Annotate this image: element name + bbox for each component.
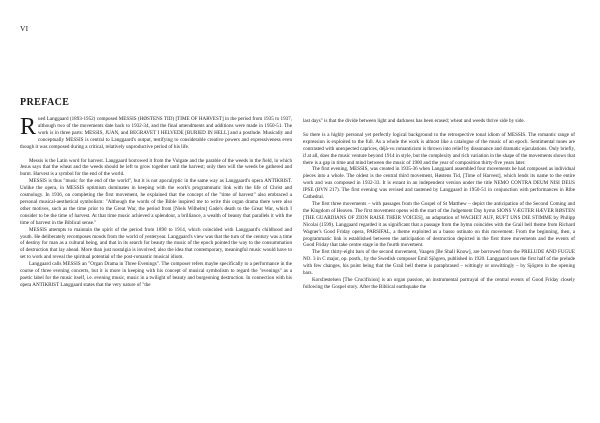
paragraph: So there is a highly personal yet perfectly logical background to the retrospective tonal idiom of MESSIS. The romantic range of expression is exploited to the full. As a whole the work is almost like a catalogue of the music of an epoch. Sentimental tunes are contrasted with unexpected caprices, déjà-vu romanticism is thrown into relief by dissonance and dramatic ejaculations. Only briefly, if at all, does the music venture beyond 1914 in style, but the complexity and rich variation in the shape of the movements shows that there is a gap in time and mind between the music of 1900 and the year of composition thirty-five years later. — [303, 131, 575, 166]
paragraph: Langgaard calls MESSIS an "Organ Drama in Three Evenings". The composer refers maybe specifically to a performance in the course of three evening concerts, but it is more in keeping with his concept of musical symbolism to regard the "evenings" as a poetic label for the music itself, i.e. evening music, music in a twilight of beauty and burgeoning destruction. In connection with his opera ANTIKRIST Langgaard states that the very nature of "the — [20, 261, 292, 288]
paragraph: Messis is the Latin word for harvest. Langgaard borrowed it from the Vulgate and the parable of the weeds in the field, in which Jesus says that the wheat and the weeds should be left to grow together until the harvest; only then will the weeds be gathered and burnt. Harvest is a symbol for the end of the world. — [20, 157, 292, 178]
paragraph: MESSIS is thus "music for the end of the world", but it is not apocalyptic in the same way as Langgaard's opera ANTIKRIST. Unlike the opera, in MESSIS optimism dominates in keeping with the work's programmatic link with the life of Christ and cosmology. In 1936, on completing the first movement, he explained that the concept of the "time of harvest" also embraced a personal musical-aesthetical symbolism: "Although the words of the Bible inspired me to write this organ drama there were also other motives, such as the time prior to the Great War, the period from [Niels Wilhelm] Gade's death to the Great War, which I consider to be the time of harvest. At that time music achieved a splendour, a brilliance, a wealth of beauty that parallels it with the time of harvest in the Biblical sense." — [20, 178, 292, 226]
paragraph: MESSIS attempts to maintain the spirit of the period from 1890 to 1914, which coincided with Langgaard's childhood and youth. He deliberately recomposes moods from the world of yesteryear. Langgaard's view was that the turn of the century was a time of destiny for man as a cultural being, and that in its search for beauty the music of the epoch pointed the way to the consummation of destruction that lay ahead. More than just nostalgia is involved; also the idea that contemporary, meaningful music would have to set to work and reveal the spiritual potential of the post-romantic musical idiom. — [20, 226, 292, 261]
paragraph: last days" is that the divide between light and darkness has been erased; wheat and weeds thrive side by side. — [303, 118, 525, 124]
drop-cap: R — [20, 114, 37, 140]
paragraph: The first three movements – with passages from the Gospel of St Matthew – depict the anticipation of the Second Coming and the Kingdom of Heaven. The first movement opens with the start of the Judgement Day hymn SIONS VÆGTER HÆVER RØSTEN [THE GUARDIANS OF ZION RAISE THEIR VOICES], an adaptation of WACHET AUF, RUFT UNS DIE STIMME by Philipp Nicolai (1599). Langgaard regarded it as significant that a passage from the hymn coincides with the Grail bell theme from Richard Wagner's Good Friday opera, PARSIFAL, a theme exploited as a basso ostinato on this movement. From the beginning, then, a programmatic link is established between the anticipation of destruction depicted in the first three movements and the events of Good Friday that take centre stage in the fourth movement. — [303, 200, 575, 249]
paragraph — [20, 116, 292, 151]
paragraph-text: ued Langgaard (1893-1952) composed MESSIS (HØSTENS TID) [TIME OF HARVEST] in the period from 1935 to 1937, although two of the movements date back to 1932-34, and the final amendments and additions were made in 1950-51. The work is in three parts: MESSIS, JUAN, and BEGRAVET I HELVEDE [BURIED IN HELL] and a postlude. Musically and conceptually MESSIS is central to Langgaard's output, testifying to considerable creative powers and expressiveness even though it was composed during a critical, relatively unproductive period of his life. — [20, 116, 292, 150]
text-column-left — [20, 116, 292, 289]
paragraph: The first thirty-eight bars of the second movement, Vaagen [Be Shall Know], are borrowed from the PRELUDE AND FUGUE NO. 3 in C major, op. posth., by the Swedish composer Emil Sjögren, published in 1920. Langgaard uses the first half of the prelude with few changes, his point being that the Grail bell theme is paraphrased – wittingly or unwittingly – by Sjögren in the opening bars. — [303, 249, 575, 277]
paragraph: The first evening, MESSIS, was created in 1935-36 when Langgaard assembled four movements he had composed as individual pieces into a whole. The oldest is the central third movement, Høstens Tid, [Time of Harvest], which lends its name to the entire work and was composed in 1932-33. It is extant in an independent version under the title NEMO CONTRA DEUM NISI DEUS IPSE (BVN 217). The first evening was revised and tautened by Langgaard in 1950-51 in conjunction with performances in Ribe Cathedral. — [303, 166, 575, 201]
text-column-right — [303, 118, 575, 291]
paragraph: Korsfæstelsen [The Crucifixion] is an organ passion, an instrumental portrayal of the central events of Good Friday closely following the Gospel story. After the Biblical earthquake the — [303, 276, 575, 290]
page-number: VI — [20, 24, 29, 33]
section-heading: PREFACE — [20, 97, 70, 108]
